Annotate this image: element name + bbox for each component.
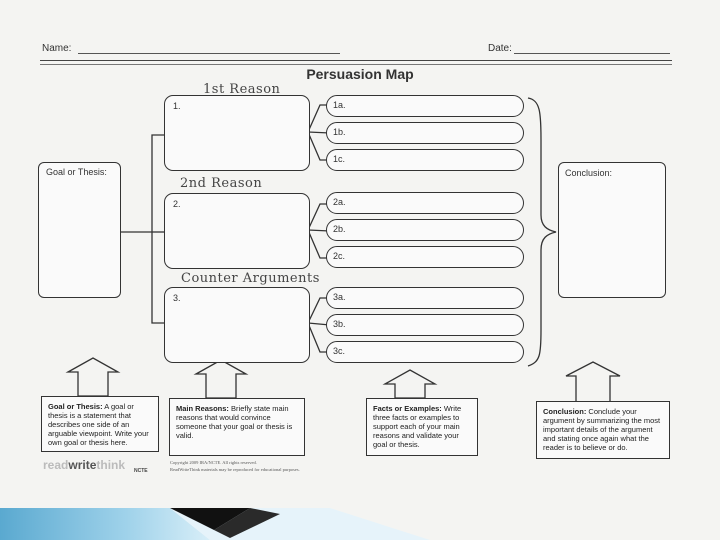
reason-1-number: 1. xyxy=(173,101,181,111)
facts-description-text: Write three facts or examples to support each of your main reasons and validate your goal or thesis. xyxy=(373,404,462,449)
goal-description-box xyxy=(41,396,159,452)
reason-3-number: 3. xyxy=(173,293,181,303)
fact-2a-field[interactable] xyxy=(326,192,524,214)
ncte-logo: NCTE xyxy=(134,468,148,474)
goal-description-title: Goal or Thesis: xyxy=(48,402,103,411)
fact-2c-field[interactable] xyxy=(326,246,524,268)
fact-1c-field[interactable] xyxy=(326,149,524,171)
conclusion-label: Conclusion: xyxy=(565,168,613,178)
fact-label: 3c. xyxy=(333,346,346,356)
conclusion-description-text: Conclude your argument by summarizing the most important details of the argument and stating once again what the reader is to believe or do. xyxy=(543,407,661,452)
main-reasons-description-box xyxy=(169,398,305,456)
reason-2-number: 2. xyxy=(173,199,181,209)
logo-read: read xyxy=(43,458,69,472)
page-title: Persuasion Map xyxy=(306,66,414,82)
reason-1-box[interactable] xyxy=(164,95,310,171)
fact-3b-field[interactable] xyxy=(326,314,524,336)
fact-3c-field[interactable] xyxy=(326,341,524,363)
main-reasons-description-text: Briefly state main reasons that would convince someone that your goal or thesis is valid. xyxy=(176,404,293,440)
fact-3a-field[interactable] xyxy=(326,287,524,309)
main-reasons-description-title: Main Reasons: xyxy=(176,404,229,413)
name-label: Name: xyxy=(42,43,72,54)
fact-label: 1a. xyxy=(333,100,346,110)
reason-1-handwritten-label: 1st Reason xyxy=(203,82,281,97)
facts-description-box xyxy=(366,398,478,456)
goal-thesis-box[interactable] xyxy=(38,162,121,298)
fact-label: 2b. xyxy=(333,224,346,234)
fact-label: 1c. xyxy=(333,154,346,164)
goal-thesis-label: Goal or Thesis: xyxy=(46,167,107,177)
fact-label: 3a. xyxy=(333,292,346,302)
copyright-line-1: Copyright 2009 IRA/NCTE. All rights reserved. xyxy=(170,460,257,465)
date-label: Date: xyxy=(488,43,512,54)
logo-write: write xyxy=(68,458,97,472)
fact-label: 2a. xyxy=(333,197,346,207)
goal-description-text: A goal or thesis is a statement that describes one side of an arguable viewpoint. Write your own goal or thesis here. xyxy=(48,402,149,447)
fact-label: 2c. xyxy=(333,251,346,261)
slide-footer-ribbon xyxy=(0,508,720,540)
fact-label: 1b. xyxy=(333,127,346,137)
facts-description-title: Facts or Examples: xyxy=(373,404,442,413)
readwritethink-logo xyxy=(43,458,125,472)
conclusion-description-box xyxy=(536,401,670,459)
fact-label: 3b. xyxy=(333,319,346,329)
reason-2-box[interactable] xyxy=(164,193,310,269)
reason-3-box[interactable] xyxy=(164,287,310,363)
conclusion-box[interactable] xyxy=(558,162,666,298)
logo-think: think xyxy=(96,458,126,472)
fact-1b-field[interactable] xyxy=(326,122,524,144)
reason-2-handwritten-label: 2nd Reason xyxy=(180,176,263,191)
fact-1a-field[interactable] xyxy=(326,95,524,117)
fact-2b-field[interactable] xyxy=(326,219,524,241)
conclusion-description-title: Conclusion: xyxy=(543,407,587,416)
reason-3-handwritten-label: Counter Arguments xyxy=(181,271,320,286)
copyright-line-2: ReadWriteThink materials may be reproduced for educational purposes. xyxy=(170,467,300,472)
